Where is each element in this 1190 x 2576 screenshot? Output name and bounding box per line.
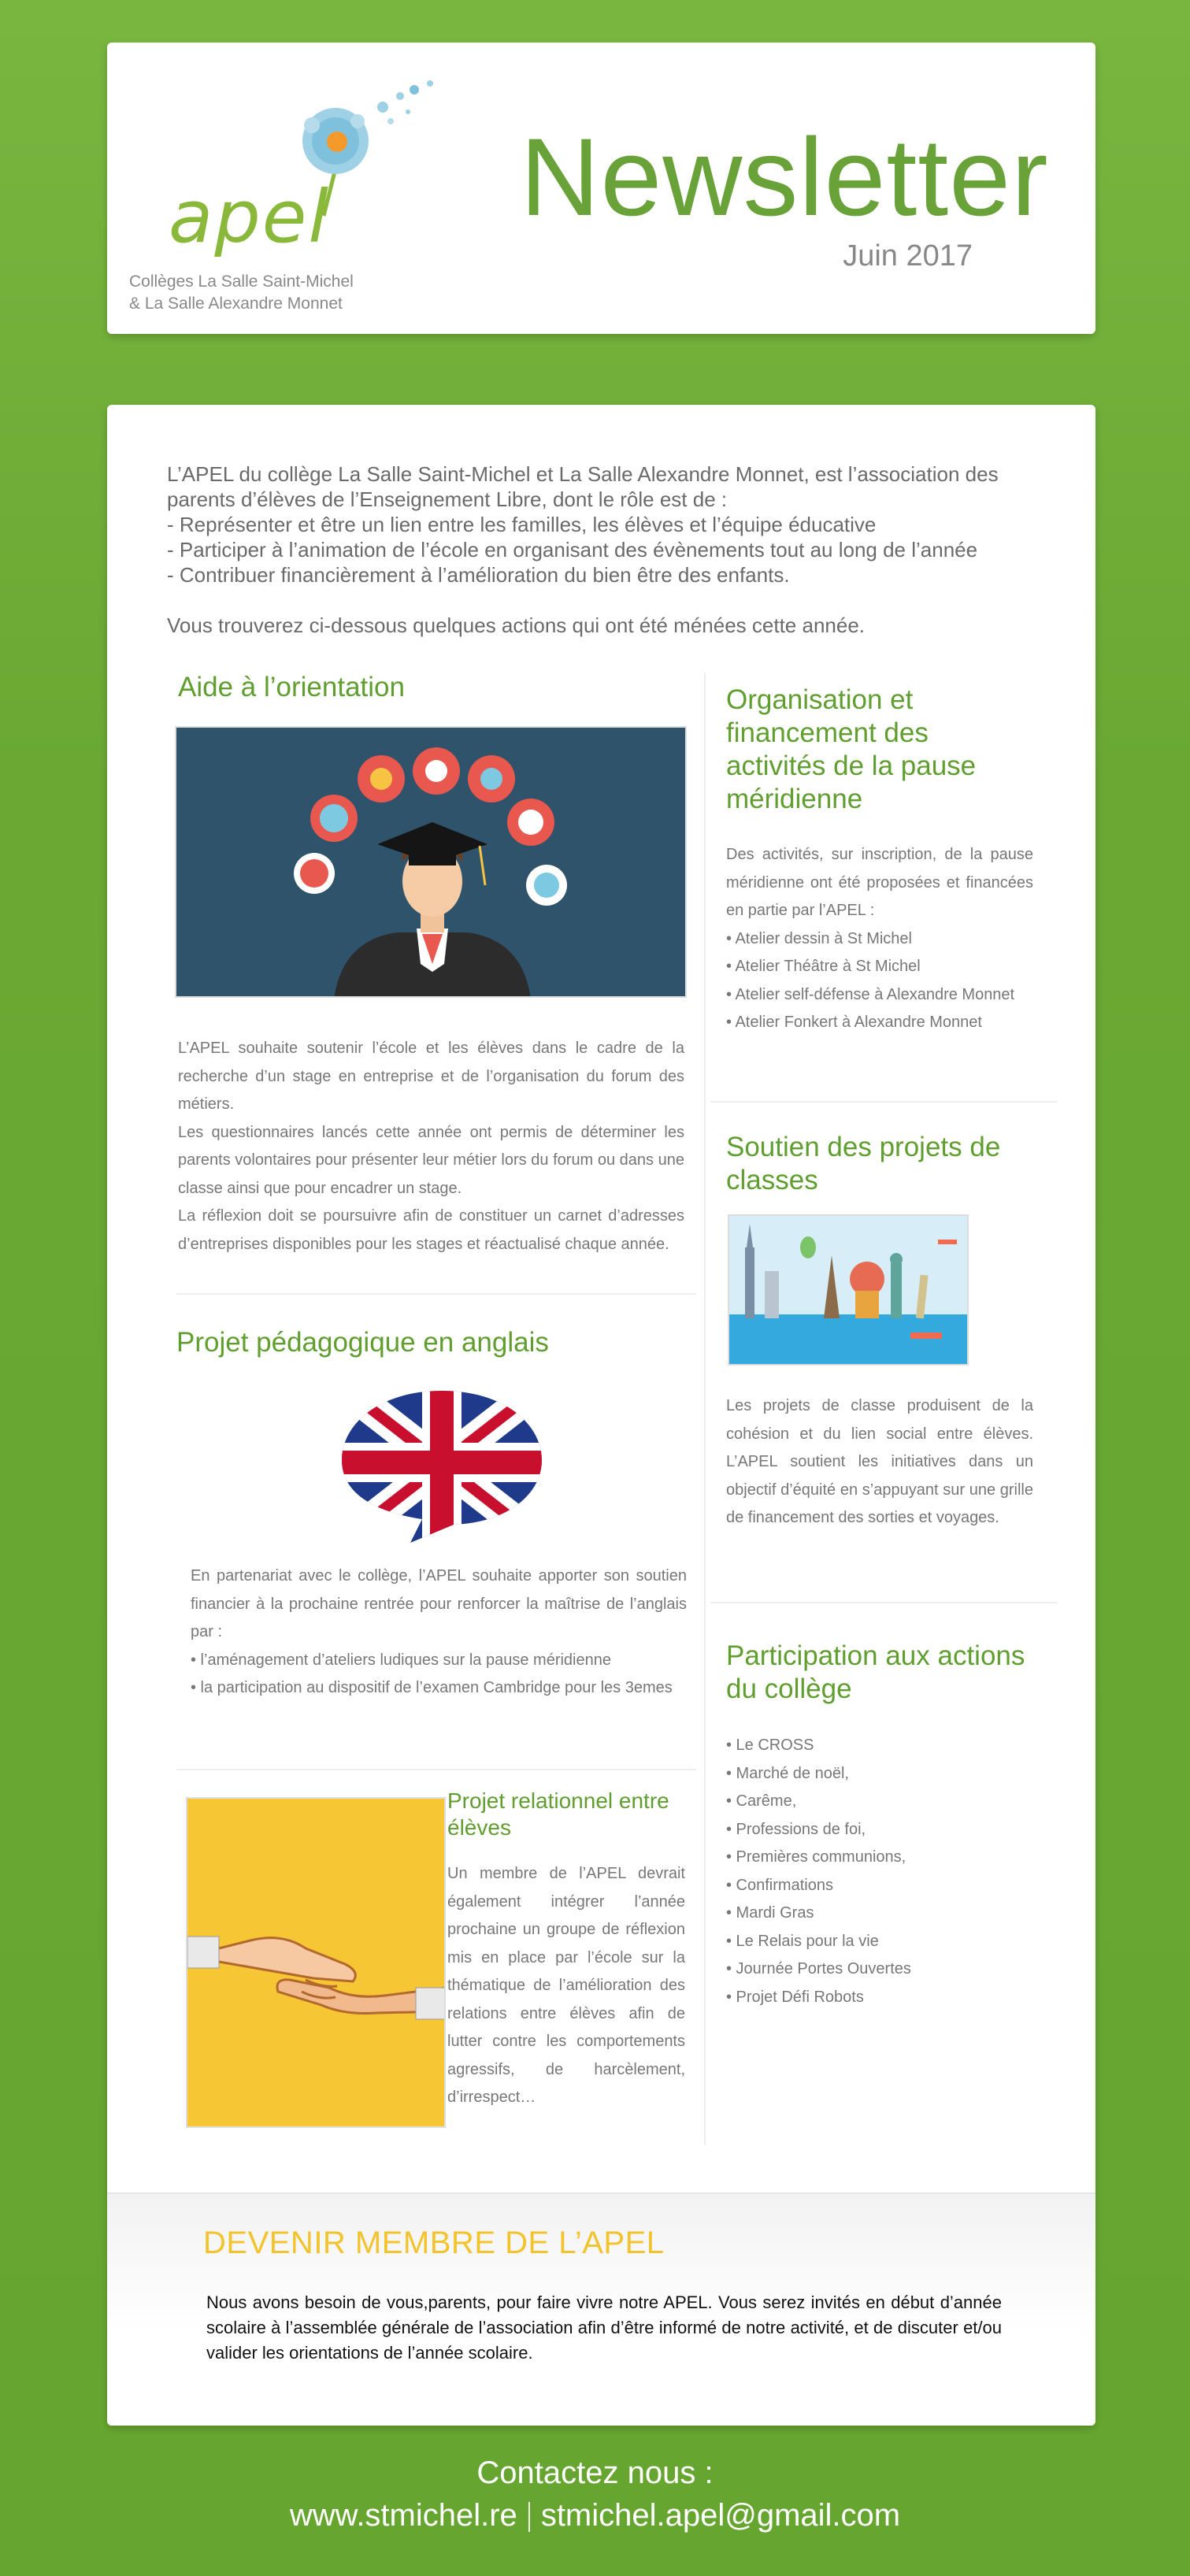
english-text — [191, 1562, 687, 1703]
orientation-paragraph: L’APEL souhaite soutenir l’école et les élèves dans le cadre de la recherche d’un stage en entreprise et de l’organisation du forum des métiers. — [178, 1040, 684, 1113]
main-card — [107, 405, 1095, 2426]
organisation-list-item: • Atelier dessin à St Michel — [726, 929, 912, 947]
organisation-list-item: • Atelier Fonkert à Alexandre Monnet — [726, 1014, 982, 1031]
participation-list-item: • Carême, — [726, 1792, 797, 1810]
contact-line — [0, 2498, 1190, 2533]
organisation-list-item: • Atelier self-défense à Alexandre Monnet — [726, 985, 1015, 1003]
header-card — [107, 43, 1095, 334]
membership-title: DEVENIR MEMBRE DE L’APEL — [203, 2226, 665, 2260]
participation-list-item: • Mardi Gras — [726, 1904, 814, 1922]
membership-section — [107, 2192, 1095, 2426]
logo-subtitle — [129, 271, 460, 315]
section-divider — [176, 1769, 696, 1770]
uk-flag-speech-bubble-icon — [335, 1381, 548, 1547]
landmarks-icon — [729, 1216, 969, 1366]
membership-text: Nous avons besoin de vous,parents, pour faire vivre notre APEL. Vous serez invités en début d’année scolaire à l’assemblée générale de l’association afin d’être informé de notre activité, et de discuter et/ou valider les orientations de l’année scolaire. — [206, 2292, 1002, 2363]
section-divider — [710, 1101, 1057, 1103]
newsletter-date: Juin 2017 — [843, 239, 973, 272]
participation-list-item: • Professions de foi, — [726, 1820, 866, 1838]
participation-list-item: • Projet Défi Robots — [726, 1988, 864, 2006]
soutien-text: Les projets de classe produisent de la cohésion et du lien social entre élèves. L’APEL soutient les initiatives dans un objectif d’équité en s’appuyant sur une grille de financement des sorties et voyages. — [726, 1397, 1033, 1526]
world-landmarks-illustration — [728, 1214, 969, 1366]
participation-list-item: • Le CROSS — [726, 1736, 814, 1754]
intro-paragraph — [167, 461, 1049, 638]
intro-bullet: - Participer à l’animation de l’école en organisant des évènements tout au long de l’année — [167, 538, 978, 562]
contact-title: Contactez nous : — [476, 2456, 714, 2490]
handshake-icon — [187, 1799, 446, 2128]
column-divider — [704, 673, 706, 2145]
participation-list — [726, 1732, 1033, 2011]
participation-list-item: • Premières communions, — [726, 1848, 906, 1866]
graduate-icon — [176, 728, 687, 998]
email-link[interactable]: stmichel.apel@gmail.com — [540, 2498, 901, 2533]
section-divider — [710, 1602, 1057, 1603]
spacer — [167, 587, 1049, 613]
soutien-title: Soutien des projets de classes — [726, 1132, 1001, 1195]
participation-title: Participation aux actions du collège — [726, 1640, 1025, 1704]
intro-line: parents d’élèves de l’Enseignement Libre, dont le rôle est de : — [167, 487, 728, 511]
orientation-paragraph: Les questionnaires lancés cette année ont permis de déterminer les parents volontaires pour présenter leur métier lors du forum ou dans une classe ainsi que pour encadrer un stage. — [178, 1123, 684, 1197]
contact-separator — [528, 2502, 530, 2532]
organisation-list-item: • Atelier Théâtre à St Michel — [726, 958, 921, 975]
participation-list-item: • Confirmations — [726, 1876, 833, 1894]
logo-subtitle-line: & La Salle Alexandre Monnet — [129, 295, 343, 313]
orientation-title: Aide à l’orientation — [178, 672, 405, 702]
organisation-intro: Des activités, sur inscription, de la pause méridienne ont été proposées et financées en partie par l’APEL : — [726, 846, 1033, 919]
english-title: Projet pédagogique en anglais — [176, 1327, 549, 1358]
participation-list-item: • Journée Portes Ouvertes — [726, 1960, 911, 1977]
organisation-title: Organisation et financement des activités de la pause méridienne — [726, 684, 977, 814]
section-divider — [176, 1293, 696, 1295]
intro-bullet: - Contribuer financièrement à l’amélioration du bien être des enfants. — [167, 563, 790, 587]
english-list-item: • l’aménagement d’ateliers ludiques sur la pause méridienne — [191, 1651, 611, 1669]
relation-title: Projet relationnel entre élèves — [447, 1788, 669, 1840]
intro-closing: Vous trouverez ci-dessous quelques actions qui ont été ménées cette année. — [167, 613, 866, 637]
logo-wordmark: apel — [169, 175, 330, 259]
graduate-illustration — [175, 726, 687, 998]
newsletter-title: Newsletter — [520, 115, 1049, 239]
participation-list-item: • Le Relais pour la vie — [726, 1932, 879, 1950]
english-intro: En partenariat avec le collège, l’APEL souhaite apporter son soutien financier à la prochaine rentrée pour renforcer la maîtrise de l’anglais par : — [191, 1567, 687, 1640]
handshake-illustration — [186, 1797, 446, 2128]
intro-bullet: - Représenter et être un lien entre les familles, les élèves et l’équipe éducative — [167, 513, 877, 536]
logo-subtitle-line: Collèges La Salle Saint-Michel — [129, 272, 354, 291]
relation-text: Un membre de l’APEL devrait également intégrer l’année prochaine un groupe de réflexion mis en place par l’école sur la thématique de l’amélioration des relations entre élèves afin de lutter contre les comportements agressifs, de harcèlement, d’irrespect… — [447, 1865, 685, 2106]
intro-line: L’APEL du collège La Salle Saint-Michel et La Salle Alexandre Monnet, est l’association des — [167, 462, 999, 486]
organisation-text — [726, 841, 1033, 1037]
english-list-item: • la participation au dispositif de l’examen Cambridge pour les 3emes — [191, 1679, 673, 1696]
website-link[interactable]: www.stmichel.re — [289, 2498, 517, 2533]
orientation-paragraph: La réflexion doit se poursuivre afin de constituer un carnet d’adresses d’entreprises disponibles pour les stages et réactualisé chaque année. — [178, 1207, 684, 1253]
participation-list-item: • Marché de noël, — [726, 1764, 849, 1782]
orientation-text — [178, 1035, 684, 1258]
